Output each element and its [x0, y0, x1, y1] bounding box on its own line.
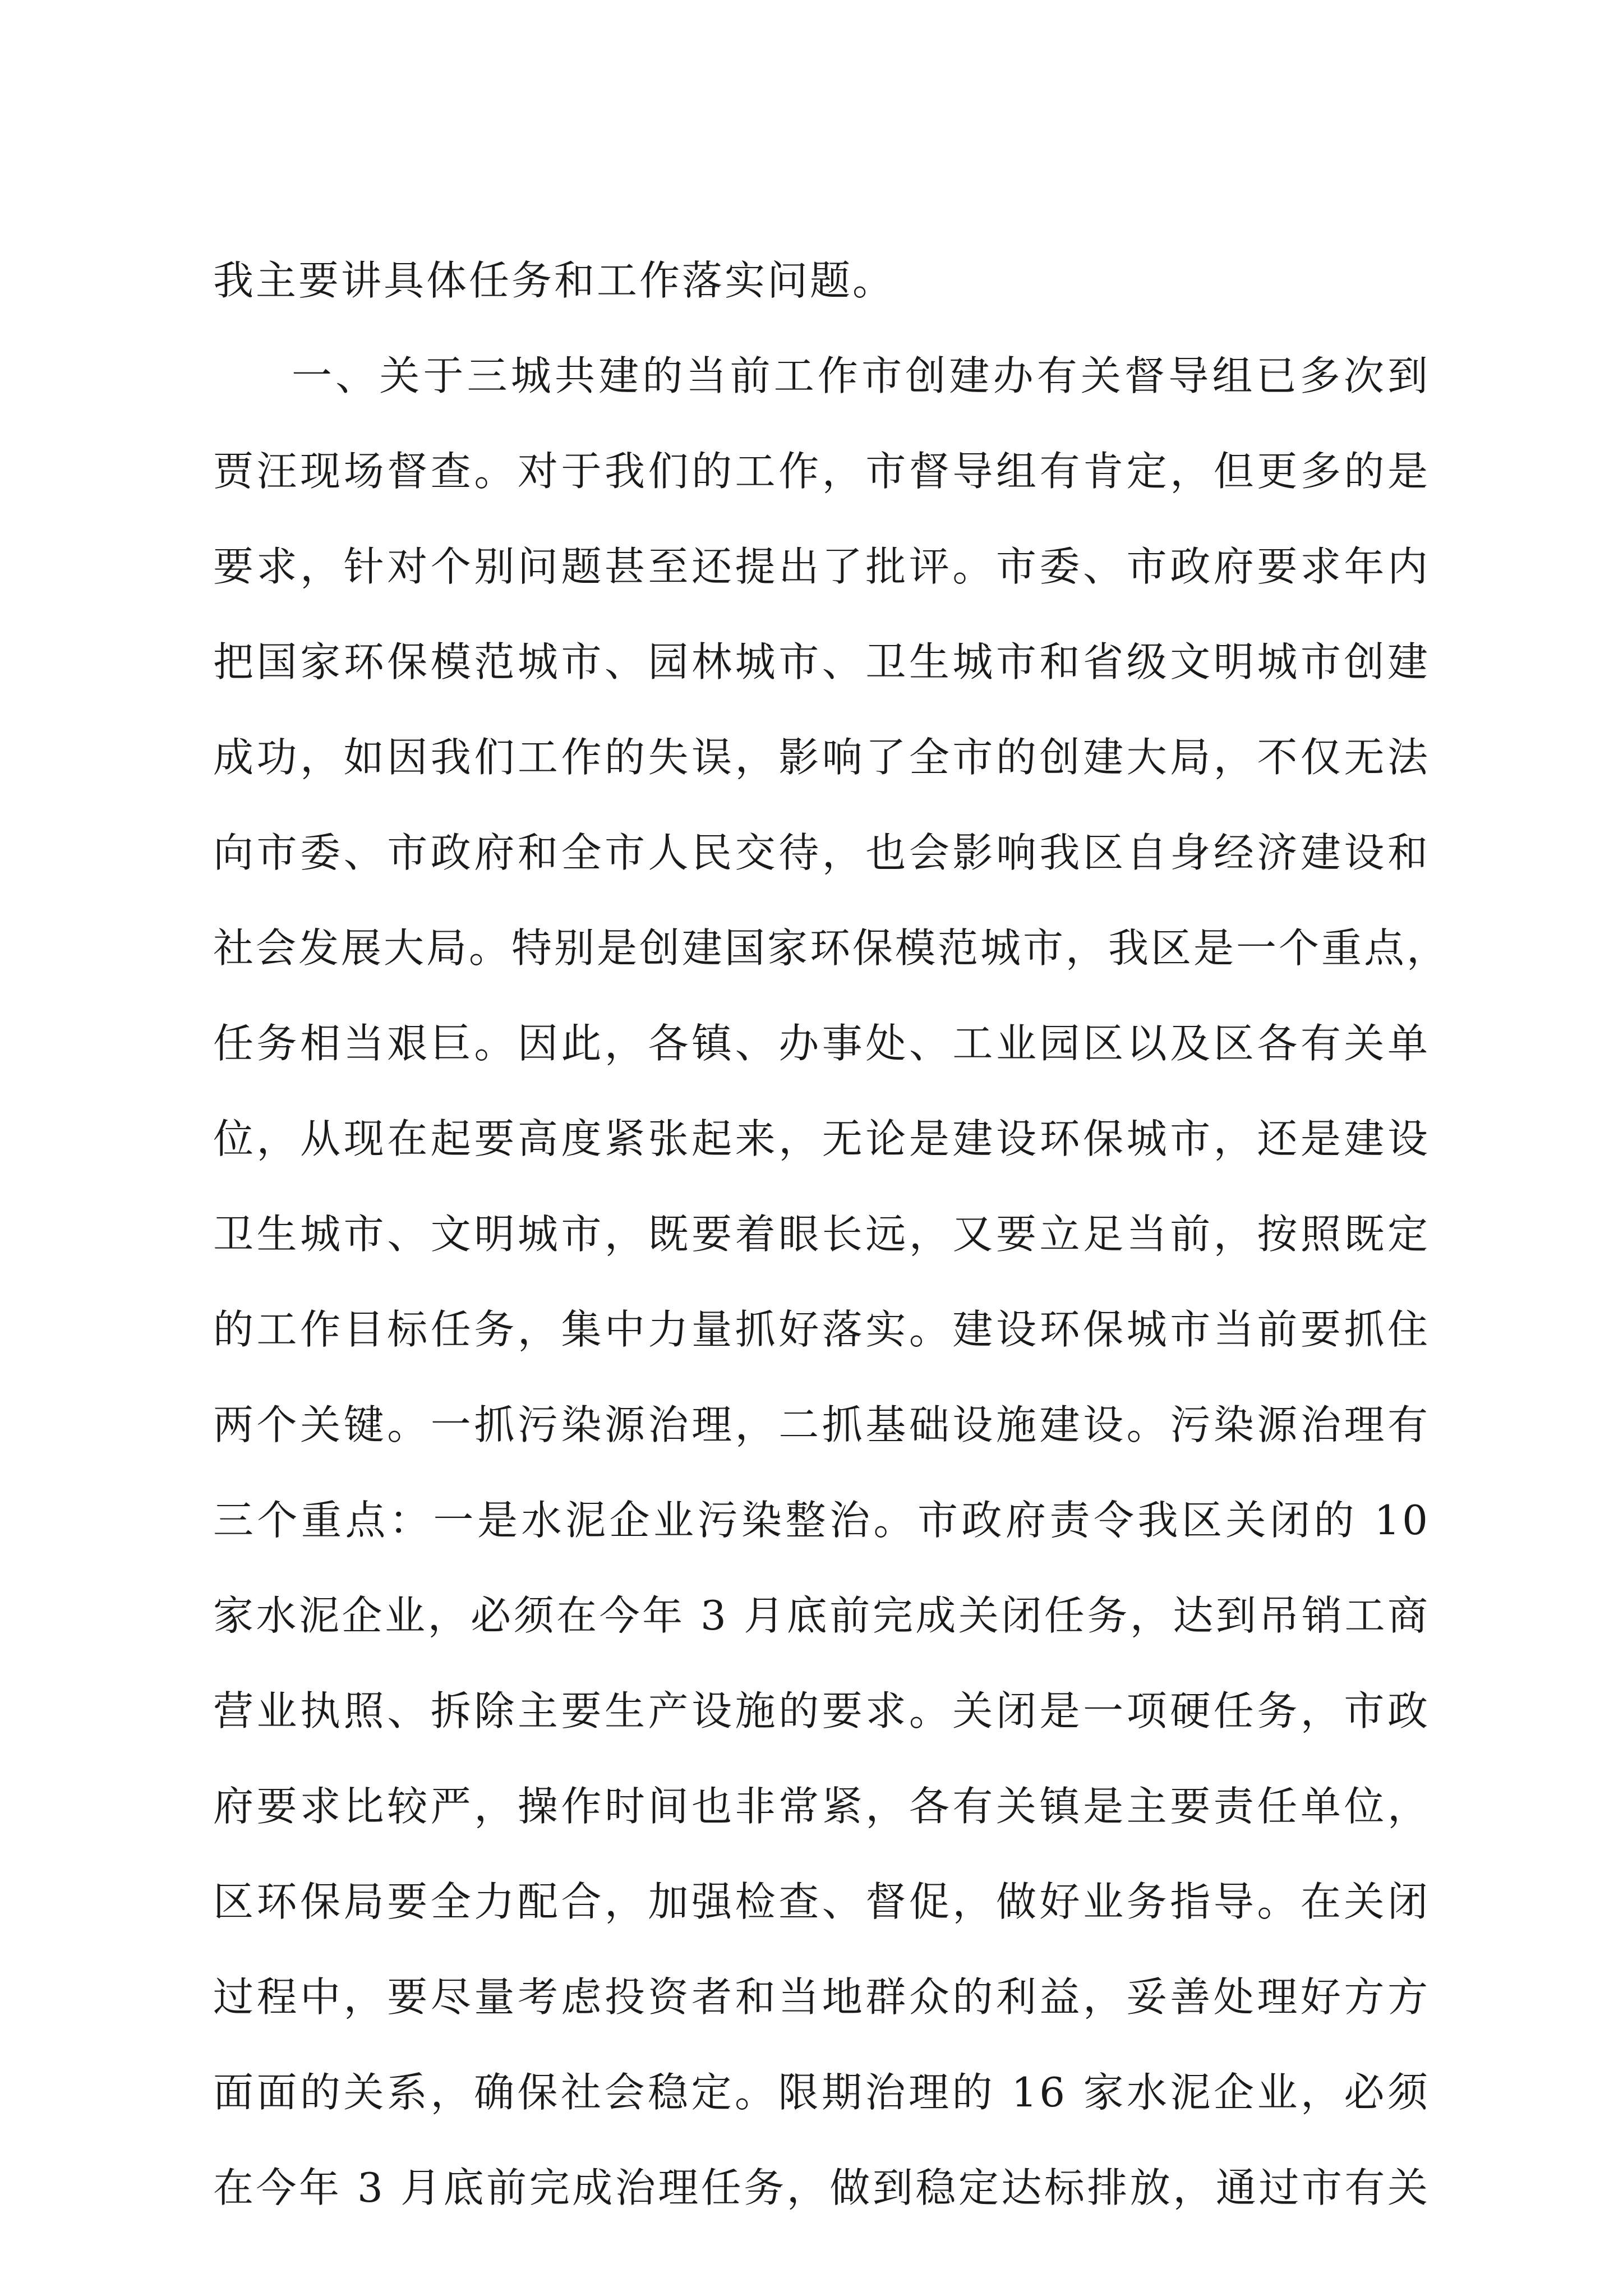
text-line: 任务相当艰巨。因此，各镇、办事处、工业园区以及区各有关单: [213, 1020, 1430, 1067]
text-line: 卫生城市、文明城市，既要着眼长远，又要立足当前，按照既定: [213, 1211, 1430, 1258]
text-line: 成功，如因我们工作的失误，影响了全市的创建大局，不仅无法: [213, 734, 1430, 781]
text-line: 社会发展大局。特别是创建国家环保模范城市，我区是一个重点，: [213, 924, 1450, 972]
text-line: 的工作目标任务，集中力量抓好落实。建设环保城市当前要抓住: [213, 1306, 1430, 1353]
text-line: 要求，针对个别问题甚至还提出了批评。市委、市政府要求年内: [213, 543, 1430, 590]
text-line: 三个重点：一是水泥企业污染整治。市政府责令我区关闭的 10: [213, 1497, 1430, 1544]
text-line: 在今年 3 月底前完成治理任务，做到稳定达标排放，通过市有关: [213, 2164, 1430, 2211]
text-line: 家水泥企业，必须在今年 3 月底前完成关闭任务，达到吊销工商: [213, 1592, 1430, 1639]
text-line: 过程中，要尽量考虑投资者和当地群众的利益，妥善处理好方方: [213, 1973, 1430, 2021]
text-line: 位，从现在起要高度紧张起来，无论是建设环保城市，还是建设: [213, 1115, 1430, 1162]
text-line: 两个关键。一抓污染源治理，二抓基础设施建设。污染源治理有: [213, 1401, 1430, 1448]
text-line: 把国家环保模范城市、园林城市、卫生城市和省级文明城市创建: [213, 638, 1430, 685]
text-line: 贾汪现场督查。对于我们的工作，市督导组有肯定，但更多的是: [213, 448, 1430, 495]
text-line: 营业执照、拆除主要生产设施的要求。关闭是一项硬任务，市政: [213, 1687, 1430, 1734]
text-line: 区环保局要全力配合，加强检查、督促，做好业务指导。在关闭: [213, 1878, 1430, 1925]
text-line: 府要求比较严，操作时间也非常紧，各有关镇是主要责任单位，: [213, 1783, 1430, 1830]
text-line: 向市委、市政府和全市人民交待，也会影响我区自身经济建设和: [213, 829, 1430, 876]
text-line: 面面的关系，确保社会稳定。限期治理的 16 家水泥企业，必须: [213, 2069, 1430, 2116]
text-line: 我主要讲具体任务和工作落实问题。: [213, 257, 896, 304]
paragraph-first-line: 一、关于三城共建的当前工作市创建办有关督导组已多次到: [292, 352, 1430, 399]
